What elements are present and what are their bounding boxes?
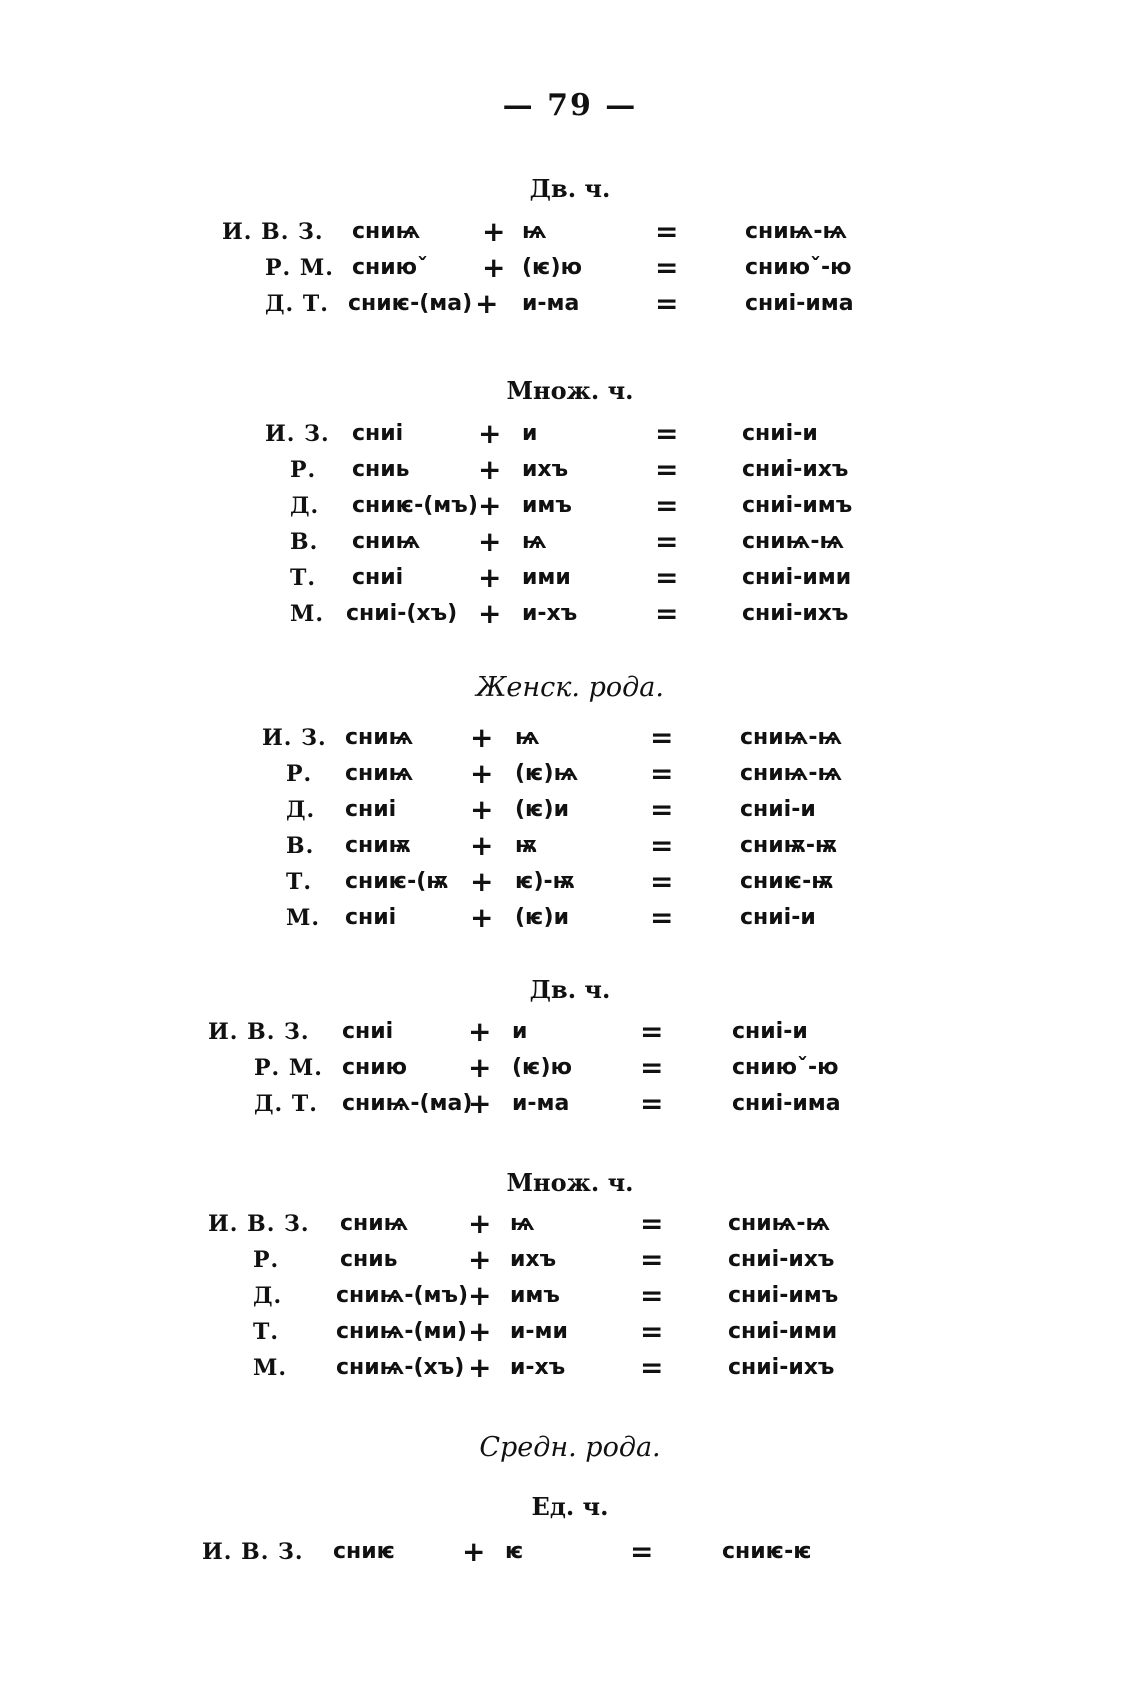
plus-sign: +	[475, 287, 499, 320]
declension-row	[0, 1316, 1140, 1348]
declension-row	[0, 1280, 1140, 1312]
singular-heading: Ед. ч.	[531, 1492, 609, 1521]
stem: сниі-(хъ)	[346, 601, 458, 626]
plus-sign: +	[468, 1051, 492, 1084]
plus-sign: +	[470, 901, 494, 934]
declension-row	[0, 1244, 1140, 1276]
equals-sign: =	[640, 1243, 664, 1276]
ending: ѩ	[522, 219, 547, 244]
plus-sign: +	[470, 793, 494, 826]
ending: ѩ	[522, 529, 547, 554]
equals-sign: =	[655, 597, 679, 630]
stem: сниѩ-(ми)	[336, 1319, 467, 1344]
feminine-title: Женск. рода.	[476, 672, 664, 703]
result: сниі-има	[745, 291, 854, 316]
ending: (ѥ)и	[515, 905, 569, 930]
case-label: И. В. З.	[222, 219, 324, 245]
case-label: И. В. З.	[208, 1019, 310, 1045]
equals-sign: =	[655, 287, 679, 320]
equals-sign: =	[640, 1351, 664, 1384]
declension-row	[0, 598, 1140, 630]
declension-row	[0, 562, 1140, 594]
ending: (ѥ)ю	[512, 1055, 572, 1080]
stem: сниь	[352, 457, 410, 482]
equals-sign: =	[650, 721, 674, 754]
plus-sign: +	[482, 215, 506, 248]
equals-sign: =	[640, 1279, 664, 1312]
stem: сниѥ-(ма)	[348, 291, 473, 316]
declension-row	[0, 758, 1140, 790]
case-label: Р. М.	[265, 255, 334, 281]
plus-sign: +	[478, 489, 502, 522]
declension-row	[0, 1208, 1140, 1240]
equals-sign: =	[640, 1315, 664, 1348]
plus-sign: +	[470, 757, 494, 790]
plus-sign: +	[468, 1087, 492, 1120]
case-label: М.	[286, 905, 321, 931]
case-label: М.	[290, 601, 325, 627]
result: сниі-и	[742, 421, 818, 446]
neuter-title: Средн. рода.	[479, 1432, 661, 1463]
dual-heading: Дв. ч.	[529, 975, 611, 1004]
stem: сниі	[342, 1019, 394, 1044]
stem: сниі	[345, 905, 397, 930]
ending: и-хъ	[522, 601, 578, 626]
stem: снию	[342, 1055, 408, 1080]
result: сниі-и	[732, 1019, 808, 1044]
plus-sign: +	[470, 721, 494, 754]
declension-row	[0, 866, 1140, 898]
plural-heading: Множ. ч.	[506, 376, 634, 405]
ending: ихъ	[510, 1247, 557, 1272]
plus-sign: +	[478, 417, 502, 450]
equals-sign: =	[640, 1087, 664, 1120]
declension-row	[0, 1536, 1140, 1568]
plus-sign: +	[470, 865, 494, 898]
case-label: Д. Т.	[254, 1091, 318, 1117]
declension-row	[0, 454, 1140, 486]
ending: имъ	[522, 493, 572, 518]
result: сниѭ-ѭ	[740, 833, 838, 858]
plus-sign: +	[468, 1279, 492, 1312]
plus-sign: +	[462, 1535, 486, 1568]
equals-sign: =	[640, 1015, 664, 1048]
result: сниі-ихъ	[742, 457, 849, 482]
declension-row	[0, 794, 1140, 826]
equals-sign: =	[650, 757, 674, 790]
case-label: Р.	[253, 1247, 280, 1273]
ending: и	[512, 1019, 528, 1044]
result: сниѩ-ѩ	[728, 1211, 831, 1236]
result: сниі-ими	[742, 565, 852, 590]
result: сниюˇ-ю	[732, 1055, 839, 1080]
result: сниі-и	[740, 797, 816, 822]
equals-sign: =	[655, 215, 679, 248]
result: сниі-ихъ	[742, 601, 849, 626]
ending: ихъ	[522, 457, 569, 482]
equals-sign: =	[655, 525, 679, 558]
ending: (ѥ)ѩ	[515, 761, 579, 786]
result: сниѥ-ѭ	[740, 869, 834, 894]
plus-sign: +	[478, 561, 502, 594]
declension-row	[0, 902, 1140, 934]
result: сниі-имъ	[742, 493, 853, 518]
case-label: В.	[290, 529, 319, 555]
equals-sign: =	[650, 901, 674, 934]
stem: сниі	[352, 421, 404, 446]
stem: сниѩ	[340, 1211, 409, 1236]
stem: сниі	[352, 565, 404, 590]
case-label: Д.	[286, 797, 316, 823]
case-label: Р.	[290, 457, 317, 483]
equals-sign: =	[650, 829, 674, 862]
plus-sign: +	[470, 829, 494, 862]
equals-sign: =	[655, 251, 679, 284]
plus-sign: +	[468, 1351, 492, 1384]
case-label: Д.	[290, 493, 320, 519]
case-label: В.	[286, 833, 315, 859]
ending: ѩ	[515, 725, 540, 750]
ending: имъ	[510, 1283, 560, 1308]
case-label: М.	[253, 1355, 288, 1381]
declension-row	[0, 418, 1140, 450]
result: сниі-ими	[728, 1319, 838, 1344]
stem: сниѩ-(мъ)	[336, 1283, 469, 1308]
case-label: И. З.	[262, 725, 327, 751]
equals-sign: =	[640, 1051, 664, 1084]
case-label: И. В. З.	[202, 1539, 304, 1565]
equals-sign: =	[650, 865, 674, 898]
declension-row	[0, 288, 1140, 320]
ending: (ѥ)ю	[522, 255, 582, 280]
plural-heading: Множ. ч.	[506, 1168, 634, 1197]
declension-row	[0, 830, 1140, 862]
declension-row	[0, 526, 1140, 558]
ending: (ѥ)и	[515, 797, 569, 822]
equals-sign: =	[640, 1207, 664, 1240]
plus-sign: +	[478, 525, 502, 558]
stem: сниь	[340, 1247, 398, 1272]
equals-sign: =	[630, 1535, 654, 1568]
stem: сниюˇ	[352, 255, 429, 280]
result: сниі-има	[732, 1091, 841, 1116]
stem: сниѩ	[345, 725, 414, 750]
stem: сниѩ-(хъ)	[336, 1355, 465, 1380]
result: сниі-имъ	[728, 1283, 839, 1308]
case-label: Д. Т.	[265, 291, 329, 317]
declension-row	[0, 216, 1140, 248]
plus-sign: +	[478, 597, 502, 630]
declension-row	[0, 1016, 1140, 1048]
result: сниѩ-ѩ	[740, 761, 843, 786]
plus-sign: +	[468, 1243, 492, 1276]
plus-sign: +	[482, 251, 506, 284]
result: сниюˇ-ю	[745, 255, 852, 280]
case-label: Т.	[286, 869, 313, 895]
stem: сниѥ-(ѭ	[345, 869, 449, 894]
stem: сниѩ	[345, 761, 414, 786]
declension-row	[0, 1088, 1140, 1120]
case-label: И. З.	[265, 421, 330, 447]
stem: сниѩ	[352, 529, 421, 554]
declension-row	[0, 1352, 1140, 1384]
result: сниѥ-ѥ	[722, 1539, 812, 1564]
equals-sign: =	[655, 453, 679, 486]
case-label: Р.	[286, 761, 313, 787]
plus-sign: +	[468, 1015, 492, 1048]
case-label: И. В. З.	[208, 1211, 310, 1237]
stem: сниѩ-(ма)	[342, 1091, 473, 1116]
ending: ѥ)-ѭ	[515, 869, 575, 894]
case-label: Д.	[253, 1283, 283, 1309]
equals-sign: =	[655, 489, 679, 522]
stem: сниѩ	[352, 219, 421, 244]
case-label: Р. М.	[254, 1055, 323, 1081]
stem: сниѥ-(мъ)	[352, 493, 478, 518]
ending: и-ми	[510, 1319, 568, 1344]
ending: ѥ	[505, 1539, 524, 1564]
case-label: Т.	[290, 565, 317, 591]
plus-sign: +	[468, 1207, 492, 1240]
stem: сниѥ	[333, 1539, 396, 1564]
ending: и-ма	[512, 1091, 570, 1116]
declension-row	[0, 1052, 1140, 1084]
ending: и-хъ	[510, 1355, 566, 1380]
equals-sign: =	[650, 793, 674, 826]
ending: ими	[522, 565, 571, 590]
ending: и	[522, 421, 538, 446]
result: сниѩ-ѩ	[740, 725, 843, 750]
ending: ѩ	[510, 1211, 535, 1236]
declension-row	[0, 252, 1140, 284]
equals-sign: =	[655, 561, 679, 594]
dual-heading: Дв. ч.	[529, 174, 611, 203]
ending: ѭ	[515, 833, 538, 858]
equals-sign: =	[655, 417, 679, 450]
declension-row	[0, 490, 1140, 522]
result: сниі-ихъ	[728, 1247, 835, 1272]
ending: и-ма	[522, 291, 580, 316]
page-number: — 79 —	[502, 88, 638, 123]
result: сниі-ихъ	[728, 1355, 835, 1380]
result: сниі-и	[740, 905, 816, 930]
result: сниѩ-ѩ	[745, 219, 848, 244]
result: сниѩ-ѩ	[742, 529, 845, 554]
declension-row	[0, 722, 1140, 754]
case-label: Т.	[253, 1319, 280, 1345]
plus-sign: +	[468, 1315, 492, 1348]
plus-sign: +	[478, 453, 502, 486]
stem: сниі	[345, 797, 397, 822]
stem: сниѭ	[345, 833, 411, 858]
